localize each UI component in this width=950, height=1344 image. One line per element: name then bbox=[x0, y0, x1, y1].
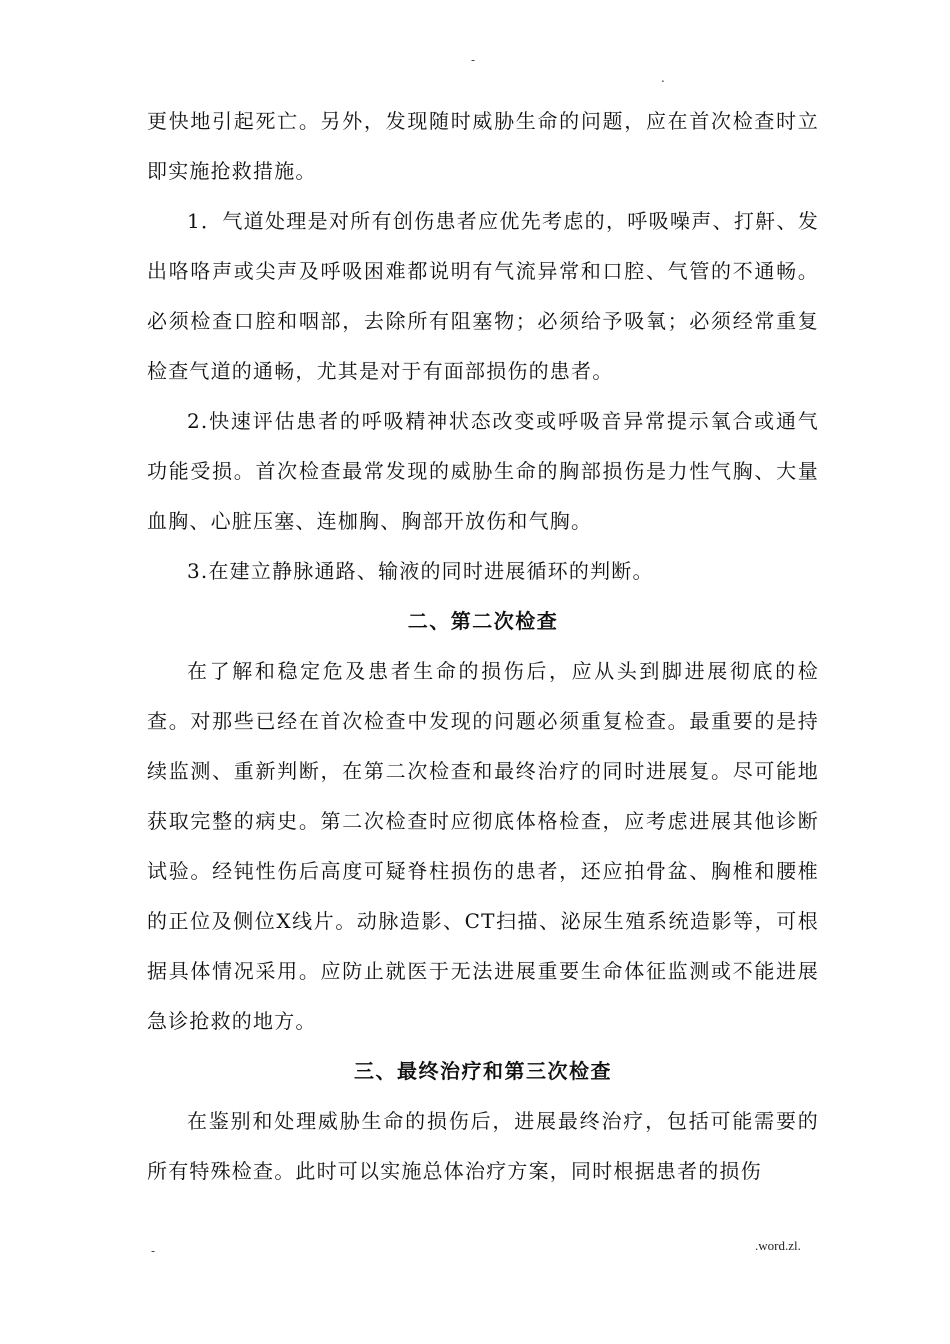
paragraph-circulation: 3.在建立静脉通路、输液的同时进展循环的判断。 bbox=[187, 559, 654, 583]
paragraph-second-exam: 在了解和稳定危及患者生命的损伤后，应从头到脚进展彻底的检查。对那些已经在首次检查中发现的问题必须重复检查。最重要的是持续监测、重新判断，在第二次检查和最终治疗的同时进展复。尽可能地获取完整的病史。第二次检查时应彻底体格检查，应考虑进展其他诊断试验。经钝性伤后高度可疑脊柱损伤的患者，还应拍骨盆、胸椎和腰椎的正位及侧位X线片。动脉造影、CT扫描、泌尿生殖系统造影等，可根据具体情况采用。应防止就医于无法进展重要生命体征监测或不能进展急诊抢救的地方。 bbox=[147, 659, 819, 1033]
section-heading-final-treatment: 三、最终治疗和第三次检查 bbox=[354, 1059, 612, 1083]
footer-left-mark: - bbox=[151, 1244, 156, 1258]
document-body bbox=[147, 96, 819, 1196]
header-left-mark: - bbox=[471, 53, 476, 67]
header-right-mark: . bbox=[661, 71, 665, 85]
footer-site-text: .word.zl. bbox=[755, 1238, 801, 1253]
section-heading-second-exam: 二、第二次检查 bbox=[407, 609, 559, 633]
paragraph-airway: 1．气道处理是对所有创伤患者应优先考虑的，呼吸噪声、打鼾、发出咯咯声或尖声及呼吸困难都说明有气流异常和口腔、气管的不通畅。必须检查口腔和咽部，去除所有阻塞物；必须给予吸氧；必须经常重复检查气道的通畅，尤其是对于有面部损伤的患者。 bbox=[147, 209, 819, 383]
paragraph-continuation: 更快地引起死亡。另外，发现随时威胁生命的问题，应在首次检查时立即实施抢救措施。 bbox=[147, 109, 819, 183]
paragraph-breathing: 2.快速评估患者的呼吸精神状态改变或呼吸音异常提示氧合或通气功能受损。首次检查最常发现的威胁生命的胸部损伤是力性气胸、大量血胸、心脏压塞、连枷胸、胸部开放伤和气胸。 bbox=[147, 409, 819, 533]
paragraph-final-treatment: 在鉴别和处理威胁生命的损伤后，进展最终治疗，包括可能需要的所有特殊检查。此时可以实施总体治疗方案，同时根据患者的损伤 bbox=[147, 1109, 819, 1183]
